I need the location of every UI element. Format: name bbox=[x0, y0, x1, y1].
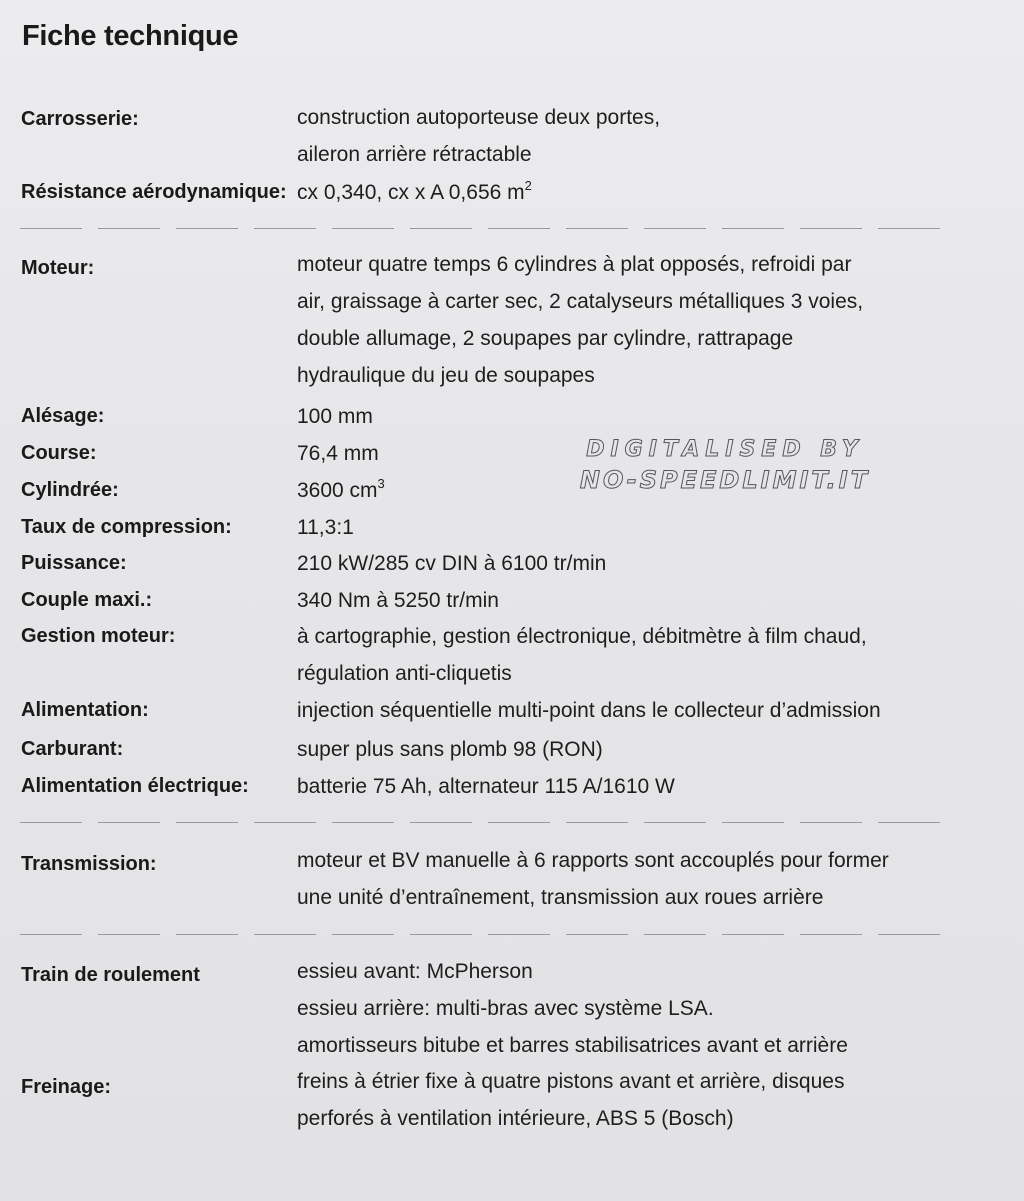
spec-value-line: double allumage, 2 soupapes par cylindre, rattrapage bbox=[297, 327, 794, 350]
dashed-separator bbox=[20, 822, 940, 824]
spec-label: Couple maxi.: bbox=[21, 589, 153, 611]
spec-value-line: régulation anti-cliquetis bbox=[297, 662, 512, 685]
spec-label: Cylindrée: bbox=[21, 479, 119, 501]
spec-value-line: une unité d’entraînement, transmission aux roues arrière bbox=[297, 886, 824, 909]
spec-value bbox=[297, 842, 997, 916]
spec-label: Puissance: bbox=[21, 552, 127, 574]
spec-value-line: essieu avant: McPherson bbox=[297, 960, 533, 983]
spec-value: 76,4 mm bbox=[297, 442, 379, 465]
spec-value: batterie 75 Ah, alternateur 115 A/1610 W bbox=[297, 775, 675, 798]
dashed-separator bbox=[20, 228, 940, 230]
watermark bbox=[520, 436, 930, 496]
spec-label: Alimentation: bbox=[21, 699, 149, 721]
spec-label: Train de roulement bbox=[21, 964, 200, 986]
spec-value bbox=[297, 174, 997, 211]
spec-value-line: perforés à ventilation intérieure, ABS 5 (Bosch) bbox=[297, 1107, 734, 1130]
spec-value-line: moteur quatre temps 6 cylindres à plat opposés, refroidi par bbox=[297, 253, 852, 276]
spec-value-text: 3600 cm bbox=[297, 479, 378, 502]
spec-label: Résistance aérodynamique: bbox=[21, 181, 287, 203]
spec-value-text: cx 0,340, cx x A 0,656 m bbox=[297, 181, 525, 204]
spec-value bbox=[297, 99, 997, 173]
spec-label: Alésage: bbox=[21, 405, 105, 427]
spec-value: super plus sans plomb 98 (RON) bbox=[297, 738, 603, 761]
spec-value-line: freins à étrier fixe à quatre pistons avant et arrière, disques bbox=[297, 1070, 845, 1093]
spec-label: Course: bbox=[21, 442, 97, 464]
spec-value bbox=[297, 246, 997, 394]
spec-value-line: air, graissage à carter sec, 2 catalyseurs métalliques 3 voies, bbox=[297, 290, 864, 313]
spec-value bbox=[297, 1063, 997, 1137]
spec-value: injection séquentielle multi-point dans le collecteur d’admission bbox=[297, 699, 881, 722]
spec-label: Gestion moteur: bbox=[21, 625, 176, 647]
spec-value-line: hydraulique du jeu de soupapes bbox=[297, 364, 595, 387]
spec-label: Carburant: bbox=[21, 738, 124, 760]
watermark-line: NO-SPEEDLIMIT.IT bbox=[579, 466, 871, 494]
spec-value: 100 mm bbox=[297, 405, 373, 428]
spec-value-line: construction autoporteuse deux portes, bbox=[297, 106, 661, 129]
spec-value-line: amortisseurs bitube et barres stabilisatrices avant et arrière bbox=[297, 1034, 848, 1057]
superscript: 3 bbox=[377, 476, 385, 491]
spec-value: 210 kW/285 cv DIN à 6100 tr/min bbox=[297, 552, 607, 575]
spec-label: Transmission: bbox=[21, 853, 157, 875]
spec-value bbox=[297, 953, 997, 1064]
page-title: Fiche technique bbox=[22, 20, 239, 52]
spec-label: Alimentation électrique: bbox=[21, 775, 249, 797]
spec-value-line: à cartographie, gestion électronique, débitmètre à film chaud, bbox=[297, 625, 867, 648]
dashed-separator bbox=[20, 934, 940, 936]
superscript: 2 bbox=[524, 178, 532, 193]
spec-label: Moteur: bbox=[21, 257, 95, 279]
spec-label: Freinage: bbox=[21, 1076, 112, 1098]
spec-value-line: aileron arrière rétractable bbox=[297, 143, 532, 166]
watermark-line: DIGITALISED BY bbox=[586, 437, 864, 462]
spec-value bbox=[297, 618, 997, 692]
spec-value-line: moteur et BV manuelle à 6 rapports sont accouplés pour former bbox=[297, 849, 889, 872]
spec-value: 340 Nm à 5250 tr/min bbox=[297, 589, 499, 612]
spec-value-line: essieu arrière: multi-bras avec système LSA. bbox=[297, 997, 714, 1020]
spec-value: 11,3:1 bbox=[297, 516, 354, 539]
spec-label: Taux de compression: bbox=[21, 516, 232, 538]
spec-label: Carrosserie: bbox=[21, 108, 139, 130]
